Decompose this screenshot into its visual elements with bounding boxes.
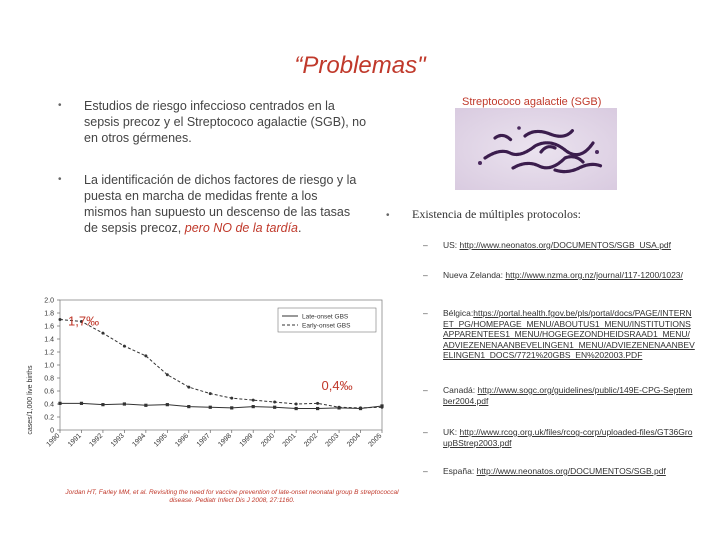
bullet-text: La identificación de dichos factores de riesgo y la puesta en marcha de medidas frente a los mismos han supuesto un descenso de las tasas de sepsis precoz, [84,173,357,235]
protocol-belgium [423,308,695,361]
data-point [209,406,212,409]
data-point [381,406,384,409]
data-point [187,386,190,389]
protocol-canada [423,385,695,406]
y-tick-label: 0.4 [44,401,54,409]
data-point [209,392,212,395]
protocol-label: Canadá: [443,385,478,395]
y-tick-label: 1.6 [44,323,54,331]
x-tick-label: 1993 [109,432,126,449]
protocols-heading: Existencia de múltiples protocolos: [412,207,581,221]
protocol-link[interactable]: http://www.neonatos.org/DOCUMENTOS/SGB_USA.pdf [459,240,672,250]
data-point [230,406,233,409]
protocol-link[interactable]: http://www.nzma.org.nz/journal/117-1200/1023/ [505,270,683,280]
dash: – [423,427,428,437]
bullet-period: . [298,221,302,235]
bullet-risk-studies [58,98,369,146]
x-tick-label: 2002 [303,432,320,449]
x-tick-label: 1996 [174,432,191,449]
x-tick-label: 2001 [281,432,298,449]
data-point [295,407,298,410]
bullet-emphasis: pero NO de la tardía [184,221,299,235]
protocol-link[interactable]: http://www.rcog.org.uk/files/rcog-corp/uploaded-files/GT36GroupBStrep2003.pdf [443,427,693,448]
data-point [58,402,61,405]
bullet-dot: • [58,100,62,111]
y-tick-label: 0.8 [44,375,54,383]
legend-label: Late-onset GBS [302,313,349,321]
legend-label: Early-onset GBS [302,322,351,330]
x-tick-label: 1994 [131,432,148,449]
bullet-text: Estudios de riesgo infeccioso centrados en la sepsis precoz y el Streptococo agalactie (SGB), no en otros gérmenes. [84,99,367,145]
y-tick-label: 2.0 [44,297,54,305]
data-point [123,402,126,405]
protocol-label: Nueva Zelanda: [443,270,506,280]
x-tick-label: 1991 [66,432,83,449]
data-point [316,402,319,405]
protocol-link[interactable]: http://www.neonatos.org/DOCUMENTOS/SGB.pdf [476,466,666,476]
data-point [252,399,255,402]
x-tick-label: 1999 [238,432,255,449]
streptococcus-micrograph [455,108,617,190]
x-tick-label: 1997 [195,432,212,449]
data-point [252,405,255,408]
data-point [101,403,104,406]
protocol-link[interactable]: https://portal.health.fgov.be/pls/portal/docs/PAGE/INTERNET_PG/HOMEPAGE_MENU/ABOUTUS1_MENU/INSTITUTIONSAPPARENTEES1_MENU/HOGEGEZONDHEIDSRAAD1_MENU/ADVIEZENENAANBEVELINGEN1_MENU/ADVIEZENENAANBEVELINGEN1_DOCS/7721%20GBS_EN%202003.PDF [443,308,695,360]
protocol-new-zealand [423,270,695,281]
data-point [187,405,190,408]
protocol-uk [423,427,695,448]
x-tick-label: 1998 [217,432,234,449]
protocol-label: UK: [443,427,460,437]
x-tick-label: 1995 [152,432,169,449]
image-label: Streptococo agalactie (SGB) [462,96,602,108]
y-tick-label: 1.8 [44,310,54,318]
bullet-dot: • [58,174,62,185]
x-tick-label: 2004 [345,432,362,449]
bullet-dot: • [386,210,390,221]
x-tick-label: 1990 [45,432,62,449]
y-tick-label: 1.2 [44,349,54,357]
protocol-label: España: [443,466,477,476]
gbs-incidence-chart [10,290,395,490]
protocol-us [423,240,695,251]
data-point [123,345,126,348]
slide-title: “Problemas" [294,52,426,79]
y-tick-label: 0.6 [44,388,54,396]
y-tick-label: 1.0 [44,362,54,370]
dash: – [423,270,428,280]
data-point [316,407,319,410]
x-tick-label: 1992 [88,432,105,449]
data-point [166,403,169,406]
data-point [144,404,147,407]
y-tick-label: 0.2 [44,414,54,422]
dash: – [423,466,428,476]
protocol-label: Bélgica: [443,308,474,318]
x-tick-label: 2000 [260,432,277,449]
y-tick-label: 0 [50,427,54,435]
data-point [273,406,276,409]
data-point [359,406,362,409]
protocol-link[interactable]: http://www.sogc.org/guidelines/public/149E-CPG-September2004.pdf [443,385,693,406]
data-point [295,403,298,406]
citation: Jordan HT, Farley MM, et al. Revisiting the need for vaccine prevention of late-onset neonatal group B streptococcal disease. Pediatr Infect Dis J 2008, 27:1160. [65,489,399,504]
x-tick-label: 2005 [367,432,384,449]
dash: – [423,308,428,318]
protocol-spain [423,466,695,477]
y-axis-label: cases/1,000 live births [27,365,34,435]
data-point [230,397,233,400]
protocol-label: US: [443,240,460,250]
data-point [59,318,62,321]
data-point [144,354,147,357]
annotation-label: 0,4‰ [321,378,353,393]
dash: – [423,240,428,250]
annotation-label: 1,7‰ [68,313,100,329]
data-point [338,406,341,409]
data-point [80,402,83,405]
x-tick-label: 2003 [324,432,341,449]
data-point [273,401,276,404]
bullet-risk-factors [58,172,359,236]
y-tick-label: 1.4 [44,336,54,344]
data-point [101,332,104,335]
dash: – [423,385,428,395]
data-point [166,373,169,376]
chart-svg [10,290,395,490]
